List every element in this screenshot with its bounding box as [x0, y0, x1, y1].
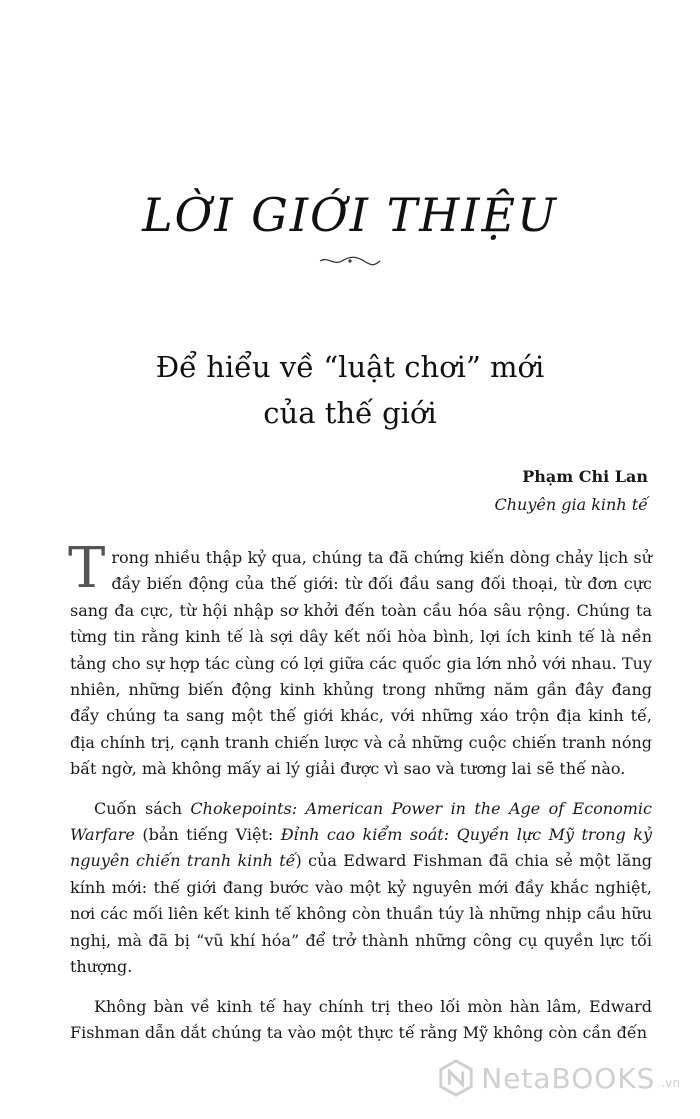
paragraph-1 — [68, 536, 652, 783]
body-text — [68, 536, 652, 1059]
watermark-text: NetaBOOKS — [481, 1061, 656, 1095]
book-title-vi: Đỉnh cao kiểm soát: Quyền lực Mỹ trong kỷ nguyên chiến tranh kinh tế — [70, 825, 652, 871]
netabooks-logo-icon — [437, 1059, 475, 1097]
paragraph-2-text-c: ) của Edward Fishman đã chia sẻ một lăng kính mới: thế giới đang bước vào một kỷ nguyên mới đầy khắc nghiệt, nơi các mối liên kết kinh tế không còn thuần túy là những nhịp cầu hữu nghị, mà đã bị “vũ khí hóa” để trở thành những công cụ quyền lực tối thượng. — [70, 851, 652, 977]
subtitle-line-1: Để hiểu về “luật chơi” mới — [155, 350, 545, 384]
ornament-divider-icon — [318, 254, 382, 268]
paragraph-2-text-b: (bản tiếng Việt: — [134, 825, 281, 845]
author-role: Chuyên gia kinh tế — [494, 495, 648, 514]
watermark — [437, 1059, 680, 1097]
paragraph-1-text: rong nhiều thập kỷ qua, chúng ta đã chứng kiến dòng chảy lịch sử đầy biến động của thế giới: từ đối đầu sang đối thoại, từ đơn cực sang đa cực, từ hội nhập sơ khởi đến toàn cầu hóa sâu rộng. Chúng ta từng tin rằng kinh tế là sợi dây kết nối hòa bình, lợi ích kinh tế là nền tảng cho sự hợp tác cùng có lợi giữa các quốc gia lớn nhỏ với nhau. Tuy nhiên, những biến động kinh khủng trong những năm gần đây đang đẩy chúng ta sang một thế giới khác, với những xáo trộn địa kinh tế, địa chính trị, cạnh tranh chiến lược và cả những cuộc chiến tranh nóng bất ngờ, mà không mấy ai lý giải được vì sao và tương lai sẽ thế nào. — [70, 548, 652, 779]
chapter-heading: LỜI GIỚI THIỆU — [142, 188, 558, 242]
paragraph-3: Không bàn về kinh tế hay chính trị theo lối mòn hàn lâm, Edward Fishman dẫn dắt chúng ta vào một thực tế rằng Mỹ không còn cần đến — [70, 996, 652, 1042]
subtitle-line-2: của thế giới — [263, 396, 437, 430]
drop-cap: T — [68, 536, 106, 601]
book-title-en: Chokepoints: American Power in the Age of Economic Warfare — [70, 798, 652, 845]
paragraph-2-text-a: Cuốn sách — [94, 798, 191, 818]
author-name: Phạm Chi Lan — [522, 467, 648, 486]
chapter-subtitle — [0, 344, 700, 436]
paragraph-2 — [70, 796, 652, 981]
author-block — [494, 463, 648, 519]
watermark-suffix: .vn — [661, 1076, 680, 1090]
